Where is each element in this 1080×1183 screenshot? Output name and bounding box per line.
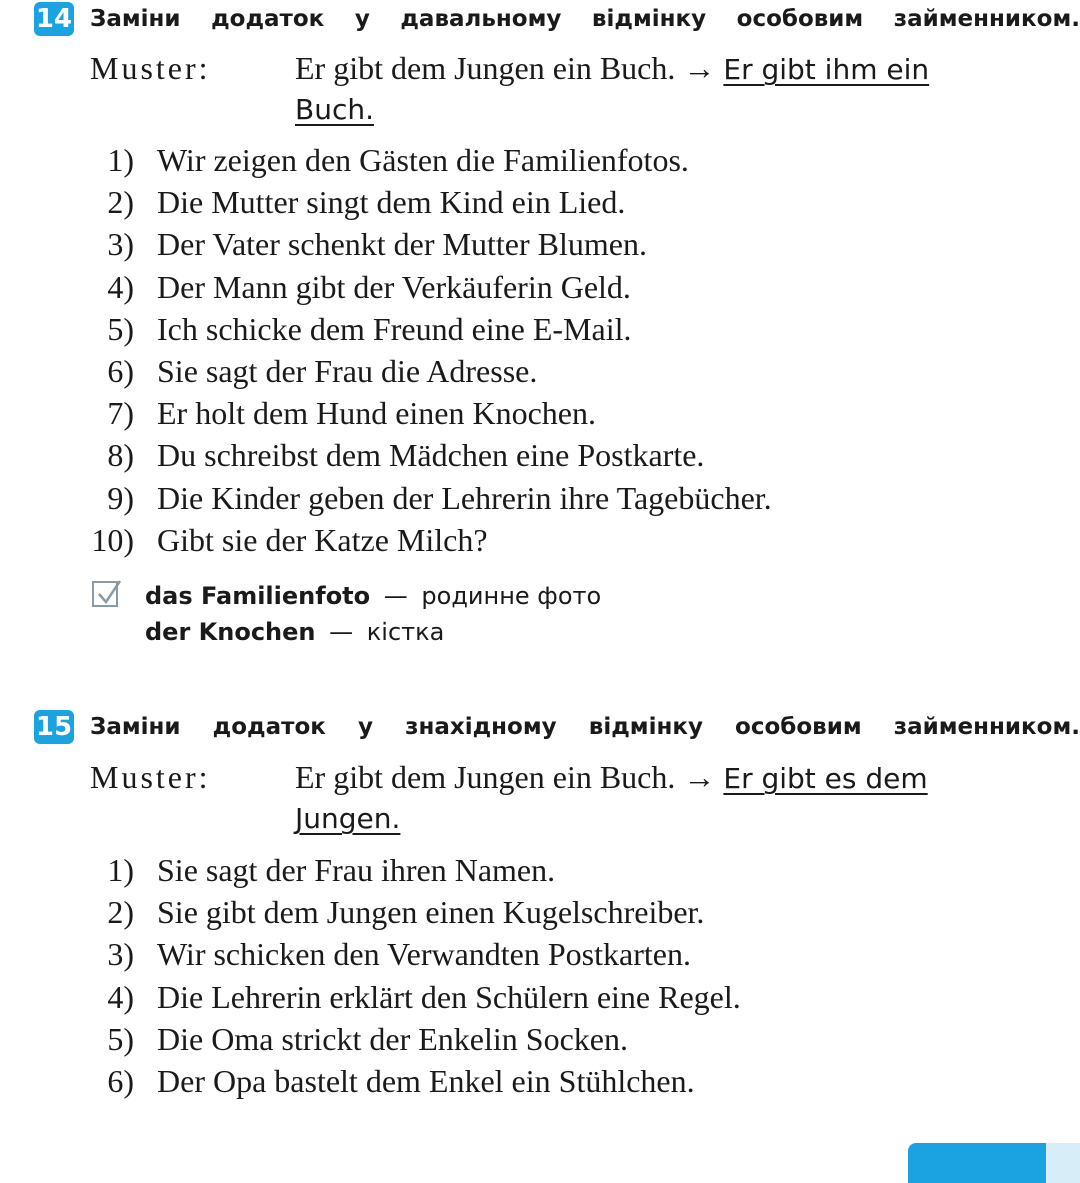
- exercise-14-number-badge: 14: [35, 4, 73, 34]
- list-item-text: Die Lehrerin erklärt den Schülern eine Regel.: [157, 978, 741, 1015]
- list-item-text: Sie sagt der Frau die Adresse.: [157, 353, 538, 389]
- exercise-15-number-badge: 15: [35, 712, 73, 742]
- vocab-translation: кістка: [366, 618, 445, 646]
- list-item-number: 2): [107, 184, 134, 221]
- list-item-text: Der Opa bastelt dem Enkel ein Stühlchen.: [157, 1063, 695, 1099]
- vocab-entry: [145, 615, 444, 649]
- list-item-number: 6): [107, 353, 134, 389]
- vocab-term: der Knochen: [145, 618, 316, 646]
- list-item-number: 7): [107, 395, 134, 432]
- list-item-number: 1): [107, 142, 134, 178]
- list-item-text: Die Mutter singt dem Kind ein Lied.: [157, 184, 626, 221]
- exercise-14-muster-example: [295, 48, 929, 90]
- exercise-14-muster-answer: Er gibt ihm ein: [723, 53, 930, 86]
- list-item-text: Er holt dem Hund einen Knochen.: [157, 395, 596, 432]
- vocab-entry: [145, 579, 601, 613]
- list-item-text: Der Mann gibt der Verkäuferin Geld.: [157, 268, 631, 305]
- vocab-term: das Familienfoto: [145, 582, 371, 610]
- exercise-15-muster-example: [295, 757, 928, 799]
- exercise-14-muster-label: Muster:: [90, 50, 211, 86]
- vocab-translation: родинне фото: [421, 582, 602, 610]
- exercise-15-muster-answer-cont: Jungen.: [295, 802, 401, 835]
- list-item-text: Ich schicke dem Freund eine E-Mail.: [157, 310, 632, 347]
- list-item-text: Gibt sie der Katze Milch?: [157, 521, 488, 558]
- list-item-number: 5): [107, 310, 134, 347]
- list-item-text: Wir zeigen den Gästen die Familienfotos.: [157, 142, 689, 178]
- list-item-number: 4): [107, 268, 134, 305]
- list-item-number: 4): [107, 978, 134, 1015]
- exercise-14-heading: Заміни додаток у давальному відмінку особовим займенником.: [90, 6, 1080, 32]
- list-item-number: 10): [91, 521, 134, 558]
- list-item-number: 9): [107, 479, 134, 516]
- vocab-dash: —: [329, 618, 354, 646]
- exercise-15-muster-answer: Er gibt es dem: [723, 762, 928, 795]
- exercise-15-muster-sentence: Er gibt dem Jungen ein Buch. →: [295, 759, 716, 795]
- list-item-number: 1): [107, 852, 134, 888]
- vocab-dash: —: [383, 582, 408, 610]
- list-item-number: 2): [107, 894, 134, 931]
- exercise-14-muster-sentence: Er gibt dem Jungen ein Buch. →: [295, 50, 716, 86]
- exercise-15-muster-label: Muster:: [90, 759, 211, 795]
- list-item-number: 8): [107, 437, 134, 474]
- list-item-number: 3): [107, 226, 134, 263]
- list-item-text: Wir schicken den Verwandten Postkarten.: [157, 936, 691, 973]
- list-item-text: Sie gibt dem Jungen einen Kugelschreiber.: [157, 894, 705, 931]
- list-item-number: 3): [107, 936, 134, 973]
- list-item-text: Die Kinder geben der Lehrerin ihre Tagebücher.: [157, 479, 772, 516]
- vocabulary-checkbox-icon: [92, 581, 118, 607]
- list-item-text: Die Oma strickt der Enkelin Socken.: [157, 1020, 628, 1057]
- page-number-tab: [908, 1143, 1048, 1183]
- exercise-15-heading: Заміни додаток у знахідному відмінку особовим займенником.: [90, 714, 1080, 740]
- page-edge-tab: [1046, 1143, 1080, 1183]
- list-item-text: Sie sagt der Frau ihren Namen.: [157, 852, 556, 888]
- list-item-number: 5): [107, 1020, 134, 1057]
- list-item-number: 6): [107, 1063, 134, 1099]
- exercise-14-muster-answer-cont: Buch.: [295, 93, 374, 126]
- list-item-text: Du schreibst dem Mädchen eine Postkarte.: [157, 437, 705, 474]
- list-item-text: Der Vater schenkt der Mutter Blumen.: [157, 226, 647, 263]
